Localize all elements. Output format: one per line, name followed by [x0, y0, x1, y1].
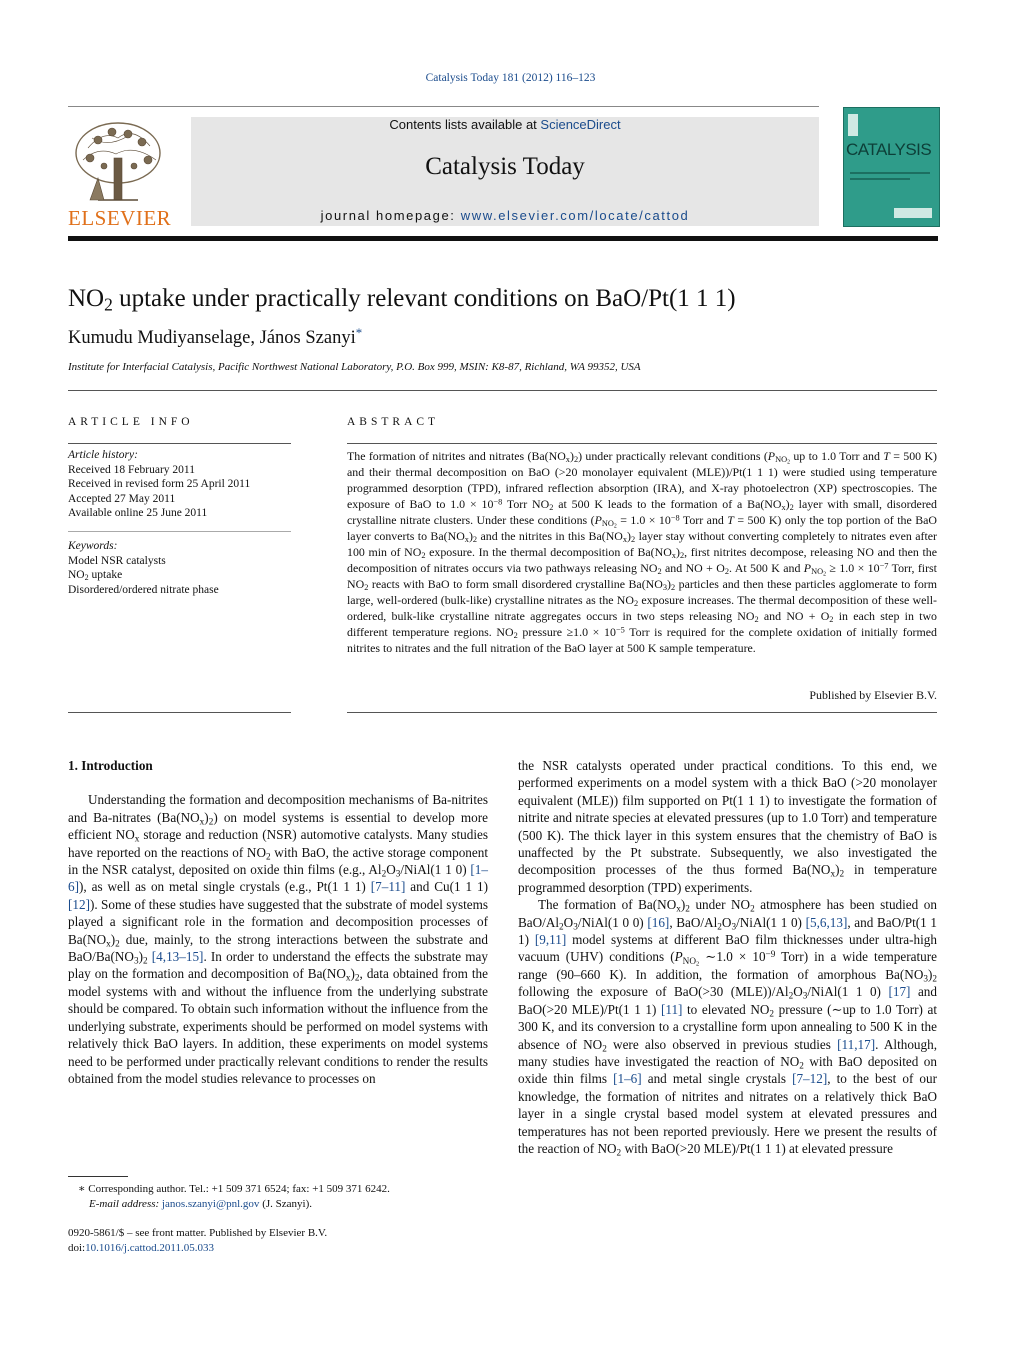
footnote-rule — [68, 1176, 128, 1177]
doi-prefix: doi: — [68, 1241, 86, 1254]
title-rule — [68, 390, 937, 391]
doi-line — [68, 1241, 327, 1256]
keyword: Model NSR catalysts — [68, 554, 166, 567]
section-heading: 1. Introduction — [68, 758, 153, 773]
abstract-rule — [347, 443, 937, 444]
article-title — [68, 285, 736, 313]
keyword: Disordered/ordered nitrate phase — [68, 583, 219, 596]
email-suffix: (J. Szanyi). — [259, 1197, 312, 1210]
cover-line — [850, 178, 910, 180]
article-history — [68, 448, 291, 521]
title-part: NO — [68, 285, 105, 312]
info-rule — [68, 443, 291, 444]
elsevier-logo — [68, 118, 170, 228]
citation-text[interactable]: Catalysis Today 181 (2012) 116–123 — [425, 72, 596, 84]
paragraph: The formation of $Ba(NO_x)_2$ under $NO_2$ atmosphere has been studied on BaO/$Al_2O_3/NiAl(1$ 0 0) [16], BaO/$Al_2O_3/NiAl(1$ 1 0) [5,6,13], and BaO/Pt(1 1 1) [9,11] model systems at different BaO film thicknesses under ultra-high vacuum (UHV) conditions ($P_{NO_2}$ ∼1.0 × $10^{-9}$ Torr) in a wide temperature range (90–660 K). In addition, the formation of amorphous $Ba(NO_3)_2$ following the exposure of BaO(>30 $(MLE))/Al_2O_3/NiAl(1$ 1 0) [17] and BaO(>20 MLE)/Pt(1 1 1) [11] to elevated $NO_2$ pressure (∼up to 1.0 Torr) at 300 K, and its conversion to a crystalline form upon annealing to 500 K in the absence of $NO_2$ were also observed in previous studies [11,17]. Although, many studies have investigated the reaction of $NO_2$ with BaO deposited on oxide thin films [1–6] and metal single crystals [7–12], to the best of our knowledge, the formation of nitrites and nitrates on a relatively thick BaO layer in a single crystal based model system at elevated pressures and temperatures has not been reported previously. Here we present the results of the reaction of $NO_2$ with BaO(>20 MLE)/Pt(1 1 1) at elevated pressure — [518, 897, 937, 1158]
authors — [68, 325, 363, 349]
homepage-line — [191, 208, 819, 223]
email-line — [78, 1197, 390, 1212]
keywords — [68, 539, 291, 597]
journal-citation[interactable] — [0, 72, 1021, 84]
cover-line — [850, 172, 930, 174]
elsevier-wordmark: ELSEVIER — [68, 206, 172, 230]
abstract-text: The formation of nitrites and nitrates $(Ba(NO_x)_2)$ under practically relevant conditions ($P_{NO_2}$ up to 1.0 Torr and T = 500 K) and their thermal decomposition on BaO (>20 monolayer equivalent (MLE))/Pt(1 1 1) were studied using temperature programmed desorption (TPD), infrared reflection absorption (IRA), and X-ray photoelectron (XP) spectroscopies. The exposure of BaO to $1.0 \times 10^{-8}$ Torr $NO_2$ at 500 K leads to the formation of a $Ba(NO_x)_2$ layer with small, disordered crystalline nitrate clusters. Under these conditions ($P_{NO_2} = 1.0 \times 10^{-8}$ Torr and T = 500 K) only the top portion of the BaO layer converts to $Ba(NO_x)_2$ and the nitrites in this $Ba(NO_x)_2$ layer stay without converting completely to nitrates even after 100 min of $NO_2$ exposure. In the thermal decomposition of $Ba(NO_x)_2$, first nitrites decompose, releasing NO and then the decomposition of nitrates occurs via two pathways releasing $NO_2$ and NO + $O_2$. At 500 K and $P_{NO_2} \ge 1.0 \times 10^{-7}$ Torr, first $NO_2$ reacts with BaO to form small disordered crystalline $Ba(NO_3)_2$ particles and then these particles agglomerate to form large, well-ordered (bulk-like) crystalline nitrates as the $NO_2$ exposure increases. The thermal decomposition of these well-ordered, bulk-like crystalline nitrate aggregates occurs in two steps releasing $NO_2$ and NO + $O_2$ in each step in two different temperature regions. $NO_2$ pressure $\ge 1.0 \times 10^{-5}$ Torr is required for the complete oxidation of initially formed nitrites to nitrates and the full nitration of the BaO layer at 500 K sample temperature. — [347, 449, 938, 655]
email-label: E-mail address: — [89, 1197, 162, 1210]
paragraph: Understanding the formation and decomposition mechanisms of Ba-nitrites and Ba-nitrates $(Ba(NO_x)_2)$ on model systems is essential to develop more efficient $NO_x$ storage and reduction (NSR) automotive catalysts. Many studies have reported on the reactions of $NO_2$ with BaO, the active storage component in the NSR catalyst, deposited on oxide thin films (e.g., $Al_2O_3/NiAl(1$ 1 0) [1–6]), as well as on metal single crystals (e.g., Pt(1 1 1) [7–11] and Cu(1 1 1) [12]). Some of these studies have suggested that the substrate of model systems played a significant role in the formation and decomposition processes of $Ba(NO_x)_2$ due, mainly, to the strong interactions between the substrate and BaO/$Ba(NO_3)_2$ [4,13–15]. In order to understand the effects the substrate may play on the formation and decomposition of $Ba(NO_x)_2$, data obtained from the model systems with and without the influence from the underlying substrate should be compared. To obtain such information without the influence from the underlying substrate, experiments should be performed on model systems with relatively thick BaO layers. In addition, these experiments on model systems need to be performed under practically relevant conditions to render the results obtained from the model studies relevance to processes on — [68, 792, 489, 1086]
corresponding-author-mark[interactable]: * — [355, 325, 363, 341]
footnote — [78, 1182, 390, 1211]
journal-cover-image[interactable] — [843, 107, 940, 227]
header-thick-rule — [68, 236, 938, 241]
body-column-right — [518, 757, 937, 1157]
homepage-prefix: journal homepage: — [320, 208, 461, 223]
info-bottom-rule — [68, 712, 291, 713]
keyword-part: NO — [68, 569, 85, 582]
cover-publisher-mark — [894, 208, 932, 218]
history-item: Available online 25 June 2011 — [68, 507, 208, 520]
copyright-line: 0920-5861/$ – see front matter. Published by Elsevier B.V. — [68, 1227, 328, 1239]
publisher-line: Published by Elsevier B.V. — [809, 688, 937, 702]
keyword — [68, 568, 291, 583]
cover-title: CATALYSIS — [846, 140, 932, 159]
doi-link[interactable]: 10.1016/j.cattod.2011.05.033 — [85, 1241, 214, 1254]
abstract-heading: ABSTRACT — [347, 416, 440, 428]
contents-line — [191, 117, 819, 132]
journal-banner — [191, 117, 819, 226]
history-item: Received in revised form 25 April 2011 — [68, 478, 251, 491]
title-part: uptake under practically relevant conditions on BaO/Pt(1 1 1) — [112, 285, 736, 312]
affiliation: Institute for Interfacial Catalysis, Pacific Northwest National Laboratory, P.O. Box 999, MSIN: K8-87, Richland, WA 99352, USA — [68, 361, 641, 373]
keyword-part: uptake — [88, 569, 123, 582]
keywords-rule — [68, 531, 291, 532]
copyright-block — [68, 1226, 327, 1255]
keywords-label: Keywords: — [68, 540, 118, 552]
history-item: Accepted 27 May 2011 — [68, 492, 176, 505]
title-subscript: 2 — [104, 294, 113, 315]
journal-name: Catalysis Today — [425, 153, 585, 180]
homepage-link[interactable]: www.elsevier.com/locate/cattod — [460, 208, 690, 223]
header-rule — [68, 106, 819, 107]
author-names: Kumudu Mudiyanselage, János Szanyi — [68, 328, 356, 348]
keyword-subscript: 2 — [84, 573, 89, 583]
cover-decoration — [848, 114, 858, 136]
history-item: Received 18 February 2011 — [68, 463, 195, 476]
sciencedirect-link[interactable]: ScienceDirect — [540, 117, 621, 132]
paragraph: the NSR catalysts operated under practical conditions. To this end, we performed experiments on a model system with a thick BaO (>20 monolayer equivalent (MLE)) film supported on Pt(1 1 1) to investigate the formation of nitrite and nitrate species at elevated pressures (up to 1.0 Torr) and temperature (500 K). The thick layer in this system ensures that the chemistry of BaO is unaffected by the Pt substrate. Subsequently, we also investigated the decomposition processes of the thus formed $Ba(NO_x)_2$ in temperature programmed desorption (TPD) experiments. — [518, 758, 938, 895]
email-link[interactable]: janos.szanyi@pnl.gov — [161, 1197, 260, 1210]
contents-prefix: Contents lists available at — [389, 117, 541, 132]
article-info-heading: ARTICLE INFO — [68, 416, 194, 428]
history-label: Article history: — [68, 449, 138, 461]
abstract-bottom-rule — [347, 712, 937, 713]
body-column-left — [68, 757, 488, 1087]
corresponding-author-note: ∗ Corresponding author. Tel.: +1 509 371 6524; fax: +1 509 371 6242. — [78, 1183, 390, 1195]
